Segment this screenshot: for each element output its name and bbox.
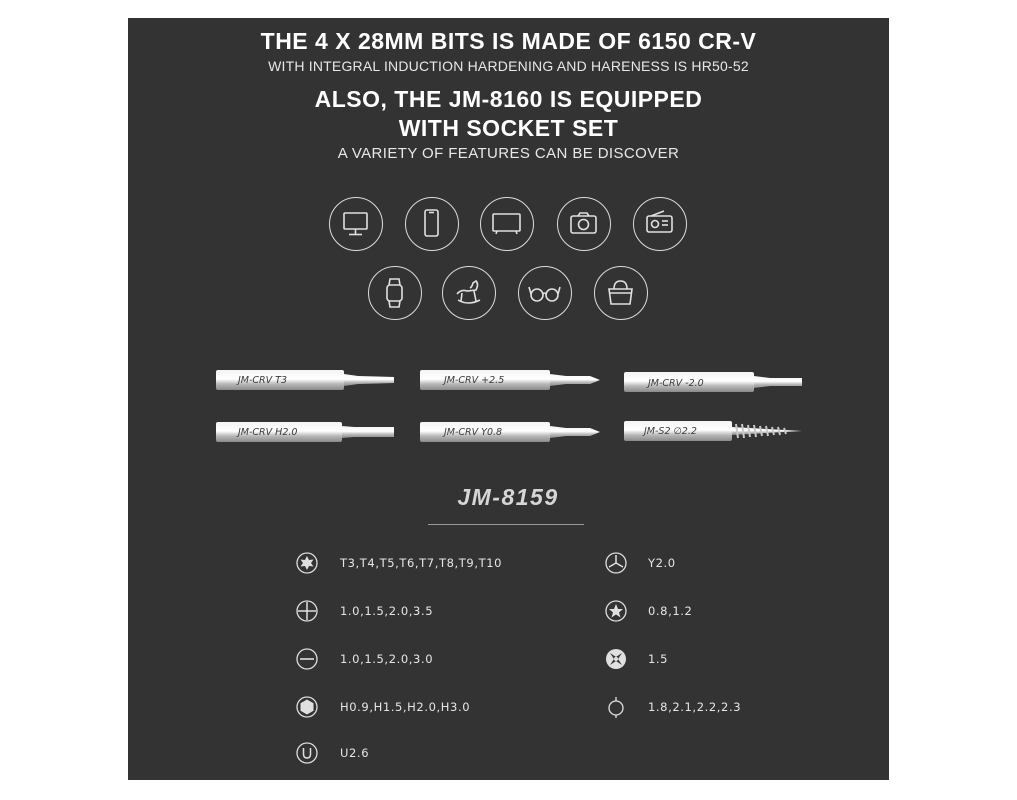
headline-equipped: ALSO, THE JM-8160 IS EQUIPPED <box>314 86 703 112</box>
hex-icon <box>296 696 318 718</box>
bit-label-phillips: JM-CRV +2.5 <box>444 375 505 386</box>
slotted-icon <box>296 648 318 670</box>
spec-slotted: 1.0,1.5,2.0,3.0 <box>340 652 434 666</box>
spec-four-point: 1.5 <box>648 652 669 666</box>
tri-wing-icon <box>605 552 627 574</box>
phone-icon <box>405 197 459 251</box>
spec-pentalobe: 0.8,1.2 <box>648 604 693 618</box>
subline-hardening: WITH INTEGRAL INDUCTION HARDENING AND HARENESS IS HR50-52 <box>268 58 749 74</box>
spec-tri-wing: Y2.0 <box>648 556 676 570</box>
pentalobe-icon <box>605 600 627 622</box>
handbag-icon <box>594 266 648 320</box>
phillips-icon <box>296 600 318 622</box>
tv-icon <box>480 197 534 251</box>
spec-hex: H0.9,H1.5,H2.0,H3.0 <box>340 700 471 714</box>
model-name: JM-8159 <box>457 484 559 510</box>
model-divider <box>428 524 584 525</box>
pin-icon <box>605 696 627 718</box>
headline-bits: THE 4 X 28MM BITS IS MADE OF 6150 CR-V <box>260 28 757 54</box>
u-icon <box>296 742 318 764</box>
radio-icon <box>633 197 687 251</box>
spec-torx: T3,T4,T5,T6,T7,T8,T9,T10 <box>340 556 503 570</box>
spec-phillips: 1.0,1.5,2.0,3.5 <box>340 604 434 618</box>
camera-icon <box>557 197 611 251</box>
monitor-icon <box>329 197 383 251</box>
product-panel <box>128 18 889 780</box>
torx-icon <box>296 552 318 574</box>
glasses-icon <box>518 266 572 320</box>
bit-label-screw: JM-S2 ∅2.2 <box>644 426 697 437</box>
rocking-horse-icon <box>442 266 496 320</box>
four-point-icon <box>605 648 627 670</box>
subline-features: A VARIETY OF FEATURES CAN BE DISCOVER <box>337 145 680 162</box>
bit-label-tri-wing: JM-CRV Y0.8 <box>444 427 503 438</box>
bit-label-torx: JM-CRV T3 <box>238 375 288 386</box>
watch-icon <box>368 266 422 320</box>
spec-u: U2.6 <box>340 746 370 760</box>
headline-socket-set: WITH SOCKET SET <box>398 115 619 141</box>
spec-pin: 1.8,2.1,2.2,2.3 <box>648 700 742 714</box>
bit-label-slotted: JM-CRV -2.0 <box>648 378 704 389</box>
bit-label-hex: JM-CRV H2.0 <box>238 427 298 438</box>
